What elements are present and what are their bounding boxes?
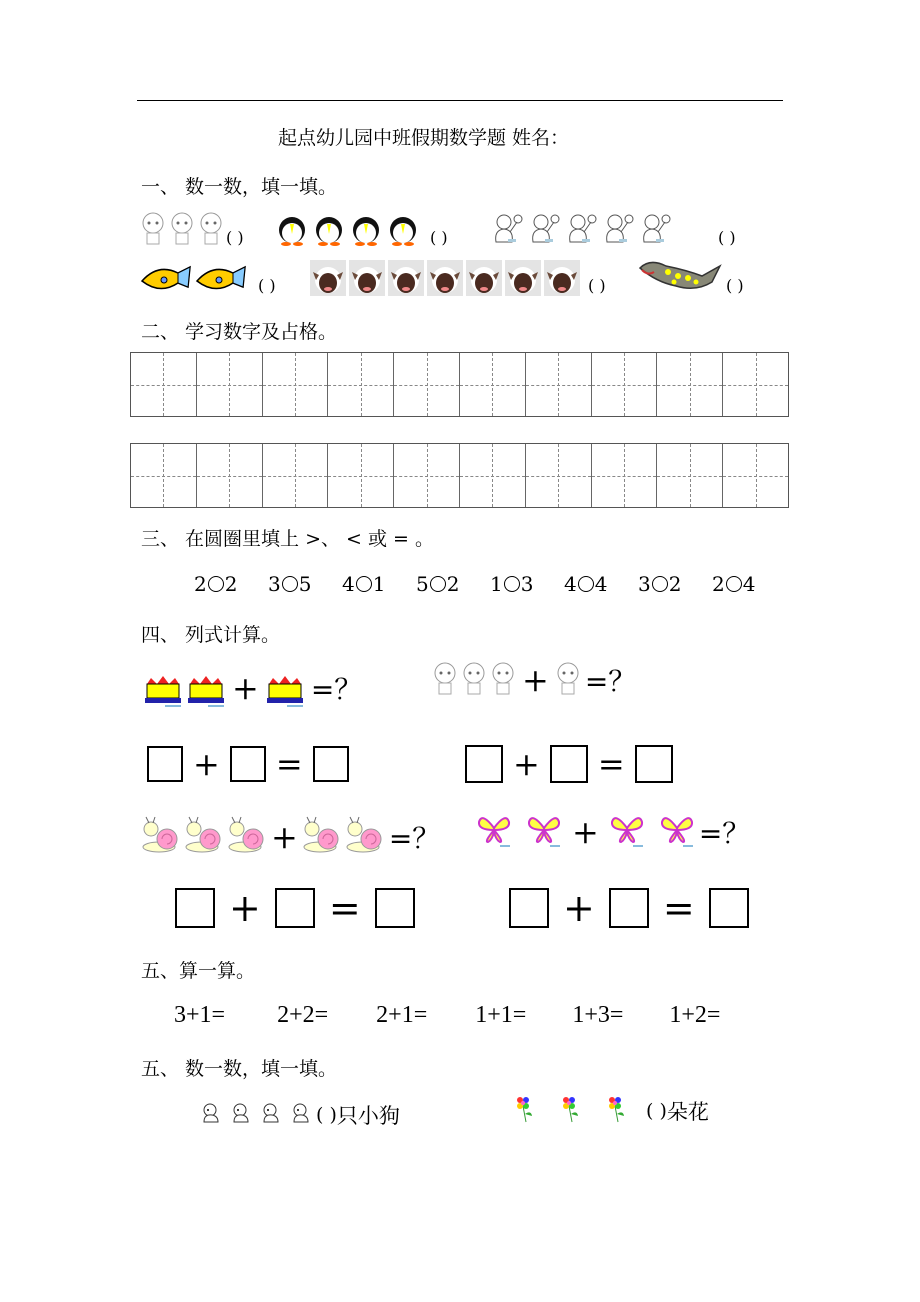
right-number: 2 — [224, 572, 238, 596]
equals-sign: = — [662, 886, 695, 930]
equation-boxes-3 — [175, 886, 415, 930]
lamb-outline-icon — [198, 210, 224, 250]
writing-cell[interactable] — [592, 353, 658, 416]
sheep-face-icon — [427, 260, 463, 300]
right-number: 2 — [668, 572, 682, 596]
answer-blank[interactable]: ( ) — [258, 276, 276, 295]
left-number: 2 — [712, 572, 725, 596]
right-number: 5 — [298, 572, 312, 596]
writing-cell[interactable] — [526, 353, 592, 416]
comparison-item — [490, 572, 564, 596]
writing-cell[interactable] — [657, 444, 723, 507]
answer-circle[interactable] — [504, 576, 520, 592]
writing-cell[interactable] — [657, 353, 723, 416]
answer-blank[interactable]: ( ) — [588, 276, 606, 295]
equation: 1+2= — [669, 1002, 721, 1028]
equation: 1+3= — [572, 1002, 624, 1028]
snail-icon — [345, 815, 385, 859]
answer-blank[interactable]: ( ) — [226, 228, 244, 247]
sheep-face-icon — [466, 260, 502, 300]
page-title: 起点幼儿园中班假期数学题 姓名： — [278, 127, 570, 149]
section1-heading: 一、 数一数，填一填。 — [141, 176, 338, 198]
writing-cell[interactable] — [131, 444, 197, 507]
left-number: 3 — [268, 572, 281, 596]
equation-boxes-1 — [147, 745, 349, 783]
penguin-icon — [349, 212, 383, 250]
answer-box[interactable] — [465, 745, 503, 783]
comparison-item — [194, 572, 268, 596]
group-lamb — [140, 210, 224, 250]
answer-box[interactable] — [175, 888, 215, 928]
writing-cell[interactable] — [394, 444, 460, 507]
fish-icon — [140, 263, 192, 297]
comparison-row — [194, 572, 786, 596]
right-number: 4 — [742, 572, 756, 596]
lamb-outline-icon — [140, 210, 166, 250]
monkey-outline-icon — [490, 212, 524, 248]
group-penguin — [275, 212, 420, 250]
answer-blank[interactable]: ( ) — [316, 1104, 337, 1126]
problem-lamb — [432, 660, 636, 700]
monkey-outline-icon — [564, 212, 598, 248]
dogs-label: 只小狗 — [336, 1104, 400, 1128]
flowers-label: 朵花 — [666, 1100, 709, 1124]
group-sheep — [310, 260, 580, 300]
snail-group-right — [302, 815, 385, 859]
snail-icon — [184, 815, 224, 859]
dog-icon — [200, 1102, 222, 1128]
plus-sign: + — [271, 818, 298, 856]
lamb-group-left — [432, 660, 516, 700]
plus-sign: + — [232, 669, 259, 707]
section5-heading: 五、算一算。 — [141, 960, 256, 982]
problem-butterfly — [476, 812, 750, 852]
penguin-icon — [275, 212, 309, 250]
answer-box[interactable] — [375, 888, 415, 928]
answer-circle[interactable] — [356, 576, 372, 592]
answer-box[interactable] — [635, 745, 673, 783]
dog-icon — [230, 1102, 252, 1128]
section2-heading: 二、 学习数字及占格。 — [141, 321, 338, 343]
snail-icon — [302, 815, 342, 859]
flower-icon — [558, 1094, 580, 1128]
problem-cake — [143, 664, 362, 712]
writing-grid-2[interactable] — [130, 443, 789, 508]
cake-icon — [265, 664, 305, 712]
answer-box[interactable] — [509, 888, 549, 928]
butterfly-icon — [526, 812, 562, 852]
right-number: 3 — [520, 572, 534, 596]
right-number: 4 — [594, 572, 608, 596]
calculation-row — [174, 1002, 720, 1029]
equation: 3+1= — [174, 1002, 226, 1028]
answer-box[interactable] — [550, 745, 588, 783]
equals-sign: = — [275, 745, 303, 783]
answer-circle[interactable] — [430, 576, 446, 592]
cake-group-right — [265, 664, 305, 712]
answer-circle[interactable] — [208, 576, 224, 592]
left-number: 4 — [564, 572, 577, 596]
equation: 2+1= — [376, 1002, 428, 1028]
dog-group — [200, 1102, 312, 1128]
snail-group-left — [141, 815, 267, 859]
flower-group — [512, 1094, 626, 1128]
plus-sign: + — [572, 813, 599, 851]
equals-question: =？ — [584, 665, 637, 698]
group-monkey — [490, 212, 672, 248]
top-rule — [137, 100, 783, 101]
group-fish — [140, 263, 247, 297]
comparison-item — [564, 572, 638, 596]
writing-cell[interactable] — [328, 444, 394, 507]
writing-cell[interactable] — [592, 444, 658, 507]
sheep-face-icon — [310, 260, 346, 300]
left-number: 5 — [416, 572, 429, 596]
equation: 2+2= — [277, 1002, 329, 1028]
section6-heading: 五、 数一数，填一填。 — [141, 1058, 338, 1080]
left-number: 3 — [638, 572, 651, 596]
writing-cell[interactable] — [723, 353, 788, 416]
equation: 1+1= — [475, 1002, 527, 1028]
comparison-item — [268, 572, 342, 596]
dog-icon — [290, 1102, 312, 1128]
butterfly-group-right — [609, 812, 695, 852]
sheep-face-icon — [349, 260, 385, 300]
equation-boxes-2 — [465, 745, 673, 783]
penguin-icon — [386, 212, 420, 250]
lamb-outline-icon — [169, 210, 195, 250]
equals-sign: = — [597, 745, 625, 783]
left-number: 1 — [490, 572, 503, 596]
lamb-outline-icon — [432, 660, 458, 700]
answer-blank[interactable]: ( ) — [646, 1100, 667, 1122]
equals-sign: = — [328, 886, 361, 930]
plus-sign: + — [193, 745, 220, 783]
writing-grid-1[interactable] — [130, 352, 789, 417]
answer-circle[interactable] — [652, 576, 668, 592]
monkey-outline-icon — [638, 212, 672, 248]
penguin-icon — [312, 212, 346, 250]
answer-blank[interactable]: ( ) — [718, 228, 736, 247]
comparison-item — [712, 572, 786, 596]
sheep-face-icon — [544, 260, 580, 300]
answer-circle[interactable] — [282, 576, 298, 592]
section4-heading: 四、 列式计算。 — [141, 624, 281, 646]
writing-cell[interactable] — [328, 353, 394, 416]
writing-cell[interactable] — [197, 444, 263, 507]
left-number: 4 — [342, 572, 355, 596]
section3-heading: 三、 在圆圈里填上 >、 < 或 = 。 — [141, 528, 434, 550]
writing-cell[interactable] — [460, 444, 526, 507]
flower-icon — [512, 1094, 534, 1128]
answer-box[interactable] — [230, 746, 266, 782]
comparison-item — [342, 572, 416, 596]
answer-blank[interactable]: ( ) — [726, 276, 744, 295]
dogs-row — [200, 1100, 400, 1130]
left-number: 2 — [194, 572, 207, 596]
writing-cell[interactable] — [526, 444, 592, 507]
writing-cell[interactable] — [197, 353, 263, 416]
flower-icon — [604, 1094, 626, 1128]
lamb-outline-icon — [490, 660, 516, 700]
snail-icon — [141, 815, 181, 859]
fish-icon — [195, 263, 247, 297]
lizard-icon — [636, 256, 722, 300]
problem-snail — [141, 815, 440, 859]
writing-cell[interactable] — [460, 353, 526, 416]
sheep-face-icon — [505, 260, 541, 300]
comparison-item — [638, 572, 712, 596]
group-lizard — [636, 256, 722, 300]
butterfly-group-left — [476, 812, 562, 852]
writing-cell[interactable] — [394, 353, 460, 416]
butterfly-icon — [609, 812, 645, 852]
answer-blank[interactable]: ( ) — [430, 228, 448, 247]
writing-cell[interactable] — [131, 353, 197, 416]
writing-cell[interactable] — [723, 444, 788, 507]
equals-question: =？ — [388, 822, 441, 855]
dog-icon — [260, 1102, 282, 1128]
right-number: 1 — [372, 572, 386, 596]
answer-box[interactable] — [313, 746, 349, 782]
plus-sign: + — [563, 886, 595, 930]
plus-sign: + — [229, 886, 261, 930]
monkey-outline-icon — [527, 212, 561, 248]
answer-circle[interactable] — [726, 576, 742, 592]
equals-question: =？ — [310, 673, 363, 706]
lamb-outline-icon — [461, 660, 487, 700]
monkey-outline-icon — [601, 212, 635, 248]
writing-cell[interactable] — [263, 353, 329, 416]
cake-icon — [186, 664, 226, 712]
answer-box[interactable] — [147, 746, 183, 782]
snail-icon — [227, 815, 267, 859]
answer-box[interactable] — [709, 888, 749, 928]
plus-sign: + — [513, 745, 540, 783]
lamb-outline-icon — [555, 660, 581, 700]
answer-circle[interactable] — [578, 576, 594, 592]
equation-boxes-4 — [509, 886, 749, 930]
sheep-face-icon — [388, 260, 424, 300]
writing-cell[interactable] — [263, 444, 329, 507]
comparison-item — [416, 572, 490, 596]
answer-box[interactable] — [609, 888, 649, 928]
butterfly-icon — [476, 812, 512, 852]
plus-sign: + — [522, 661, 549, 699]
lamb-group-right — [555, 660, 581, 700]
cake-group-left — [143, 664, 226, 712]
flowers-row — [512, 1094, 709, 1128]
butterfly-icon — [659, 812, 695, 852]
answer-box[interactable] — [275, 888, 315, 928]
cake-icon — [143, 664, 183, 712]
right-number: 2 — [446, 572, 460, 596]
equals-question: =？ — [698, 817, 751, 850]
